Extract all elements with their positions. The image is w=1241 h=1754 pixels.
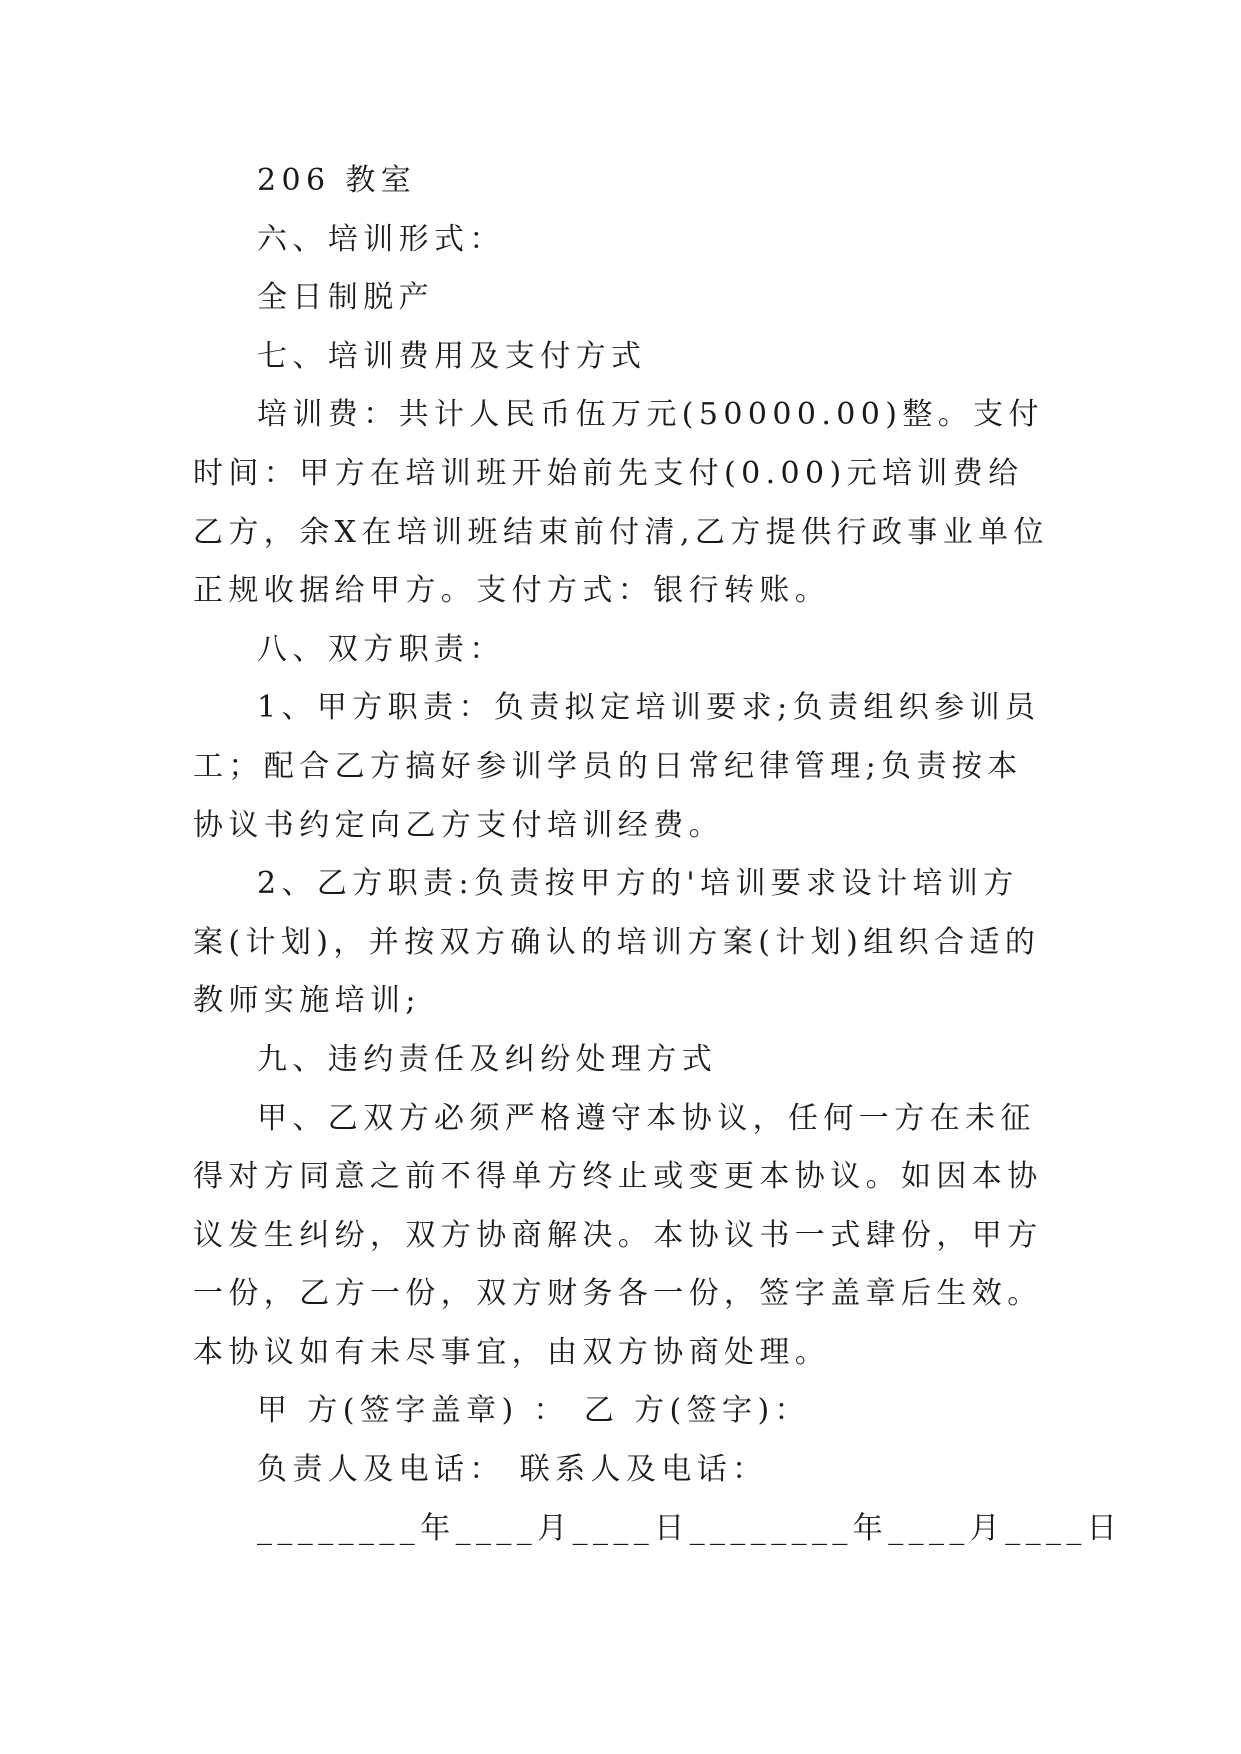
document-body [193, 152, 1123, 1558]
classroom-line: 206 教室 [257, 163, 417, 198]
signature-dates: ________年____月____日________年____月____日 [257, 1510, 1123, 1546]
signature-contacts: 负责人及电话： 联系人及电话： [257, 1452, 768, 1488]
section-7-body: 培训费：共计人民币伍万元(50000.00)整。支付时间：甲方在培训班开始前先支付(0.00)元培训费给乙方，余X在培训班结束前付清,乙方提供行政事业单位正规收据给甲方。支付方式：银行转账。 [193, 397, 1049, 609]
signature-parties: 甲 方(签字盖章) ： 乙 方(签字)： [257, 1393, 810, 1429]
section-8-item-1: 1、甲方职责：负责拟定培训要求;负责组织参训员工；配合乙方搞好参训学员的日常纪律管理;负责按本协议书约定向乙方支付培训经费。 [193, 690, 1041, 843]
section-9-body: 甲、乙双方必须严格遵守本协议，任何一方在未征得对方同意之前不得单方终止或变更本协议。如因本协议发生纠纷，双方协商解决。本协议书一式肆份，甲方一份，乙方一份，双方财务各一份，签字盖章后生效。本协议如有未尽事宜，由双方协商处理。 [193, 1100, 1043, 1370]
section-8-item-2: 2、乙方职责:负责按甲方的'培训要求设计培训方案(计划)，并按双方确认的培训方案(计划)组织合适的教师实施培训; [193, 866, 1041, 1019]
section-6-body: 全日制脱产 [257, 280, 434, 316]
section-8-heading: 八、双方职责： [257, 631, 505, 667]
section-7-heading: 七、培训费用及支付方式 [257, 338, 647, 374]
section-6-heading: 六、培训形式： [257, 221, 505, 257]
section-9-heading: 九、违约责任及纠纷处理方式 [257, 1041, 718, 1077]
